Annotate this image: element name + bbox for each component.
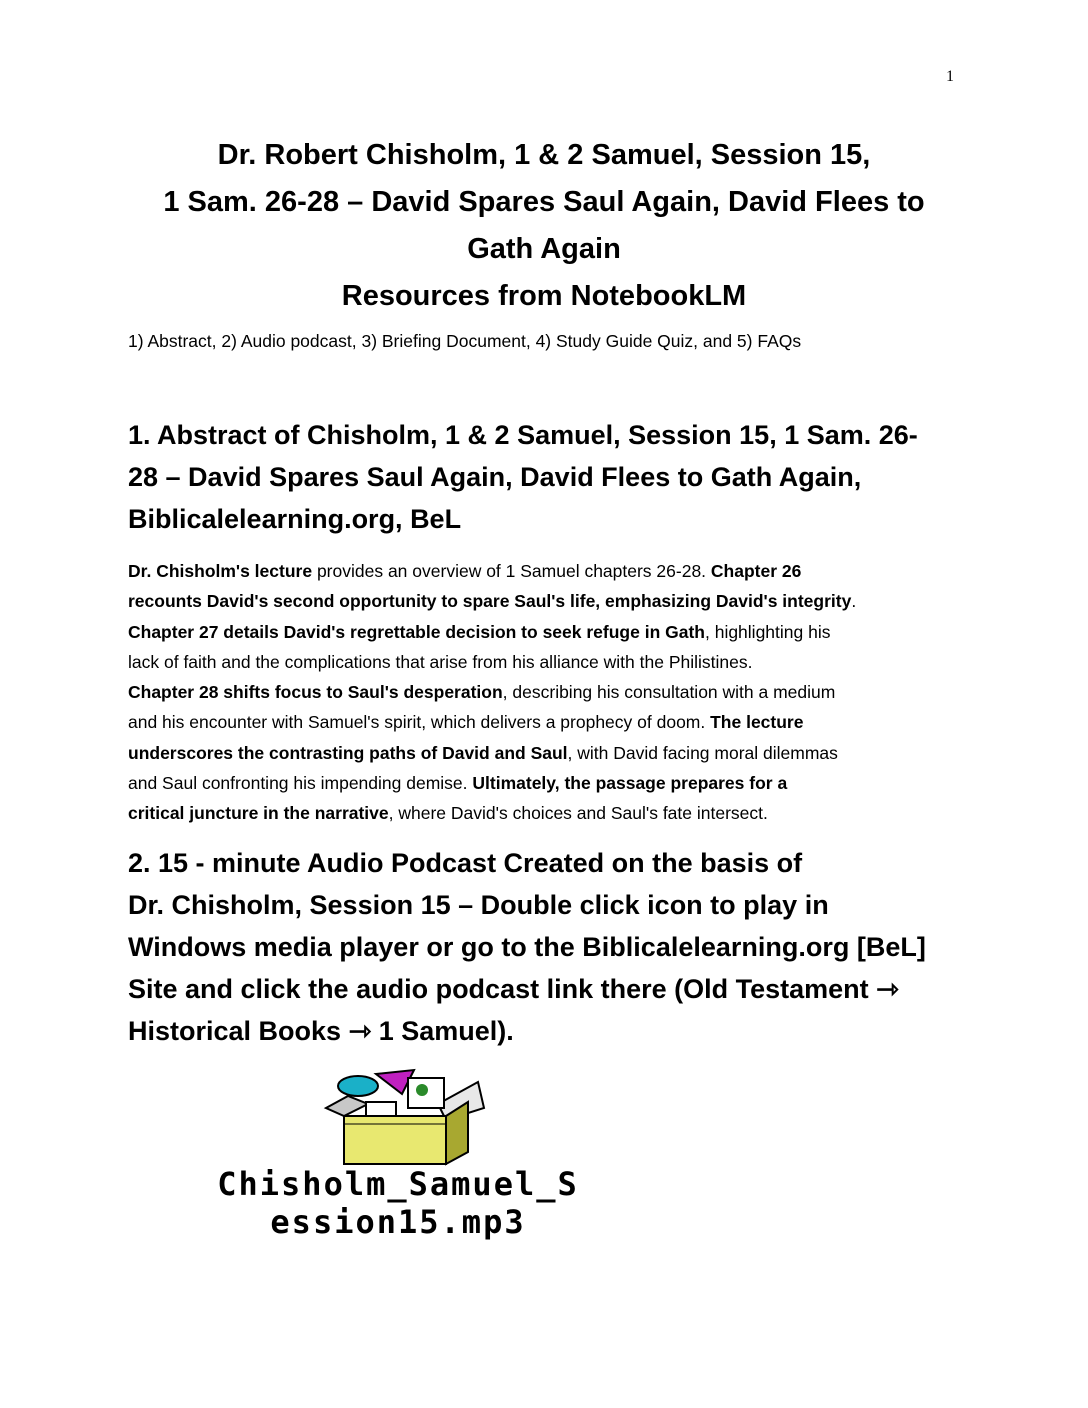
- abstract-text: , highlighting his: [704, 621, 831, 642]
- arrow-icon: ⇾: [876, 974, 899, 1004]
- section-1-heading-line-3: Biblicalelearning.org, BeL: [128, 504, 462, 534]
- abstract-paragraph: [128, 556, 968, 829]
- abstract-text: lack of faith and the complications that arise from his alliance with the Philistines.: [128, 651, 753, 672]
- abstract-bold: The lecture: [710, 712, 804, 733]
- document-title: [80, 132, 1008, 320]
- section-2-heading-line-5: Historical Books ⇾ 1 Samuel).: [128, 1016, 514, 1046]
- abstract-bold: critical juncture in the narrative: [128, 803, 389, 824]
- section-2-heading-line-1: 2. 15 - minute Audio Podcast Created on the basis of: [128, 848, 803, 878]
- abstract-text: , where David's choices and Saul's fate intersect.: [388, 803, 768, 824]
- abstract-bold: Ultimately, the passage prepares for a: [472, 773, 788, 794]
- section-2-heading-line-2: Dr. Chisholm, Session 15 – Double click icon to play in: [128, 890, 829, 920]
- section-1-heading-line-2: 28 – David Spares Saul Again, David Flees to Gath Again,: [128, 462, 862, 492]
- section-2-heading: [128, 842, 968, 1052]
- section-1-heading: [128, 414, 968, 540]
- abstract-text: , describing his consultation with a medium: [502, 682, 836, 703]
- abstract-bold: recounts David's second opportunity to spare Saul's life, emphasizing David's integrity: [128, 591, 852, 612]
- arrow-icon: ⇾: [348, 1016, 372, 1046]
- abstract-bold: Dr. Chisholm's lecture: [128, 561, 313, 581]
- package-icon[interactable]: [318, 1068, 488, 1168]
- abstract-text: , with David facing moral dilemmas: [567, 742, 838, 763]
- abstract-text: and Saul confronting his impending demise.: [128, 773, 473, 794]
- title-line-1: Dr. Robert Chisholm, 1 & 2 Samuel, Session 15,: [217, 139, 871, 171]
- abstract-text: provides an overview of 1 Samuel chapters 26-28.: [312, 561, 711, 581]
- title-line-2: 1 Sam. 26-28 – David Spares Saul Again, David Flees to: [163, 186, 925, 218]
- attachment-filename-line-1[interactable]: Chisholm_Samuel_S: [217, 1165, 579, 1203]
- abstract-text: .: [851, 591, 857, 612]
- attachment-filename-line-2[interactable]: ession15.mp3: [270, 1203, 526, 1241]
- abstract-bold: Chapter 26: [710, 561, 802, 581]
- section-2-heading-line-4: Site and click the audio podcast link there (Old Testament ⇾: [128, 974, 899, 1004]
- section-2-heading-line-3: Windows media player or go to the Biblicalelearning.org [BeL]: [128, 932, 926, 962]
- abstract-bold: Chapter 28 shifts focus to Saul's desperation: [128, 682, 503, 703]
- abstract-bold: Chapter 27 details David's regrettable decision to seek refuge in Gath: [128, 621, 705, 642]
- abstract-text: and his encounter with Samuel's spirit, which delivers a prophecy of doom.: [128, 712, 711, 733]
- abstract-bold: underscores the contrasting paths of David and Saul: [128, 742, 568, 763]
- title-line-4: Resources from NotebookLM: [341, 280, 747, 312]
- contents-line: 1) Abstract, 2) Audio podcast, 3) Briefing Document, 4) Study Guide Quiz, and 5) FAQs: [128, 331, 802, 351]
- section-1-heading-line-1: 1. Abstract of Chisholm, 1 & 2 Samuel, Session 15, 1 Sam. 26-: [128, 420, 918, 450]
- page-number: 1: [946, 68, 954, 85]
- title-line-3: Gath Again: [467, 233, 621, 265]
